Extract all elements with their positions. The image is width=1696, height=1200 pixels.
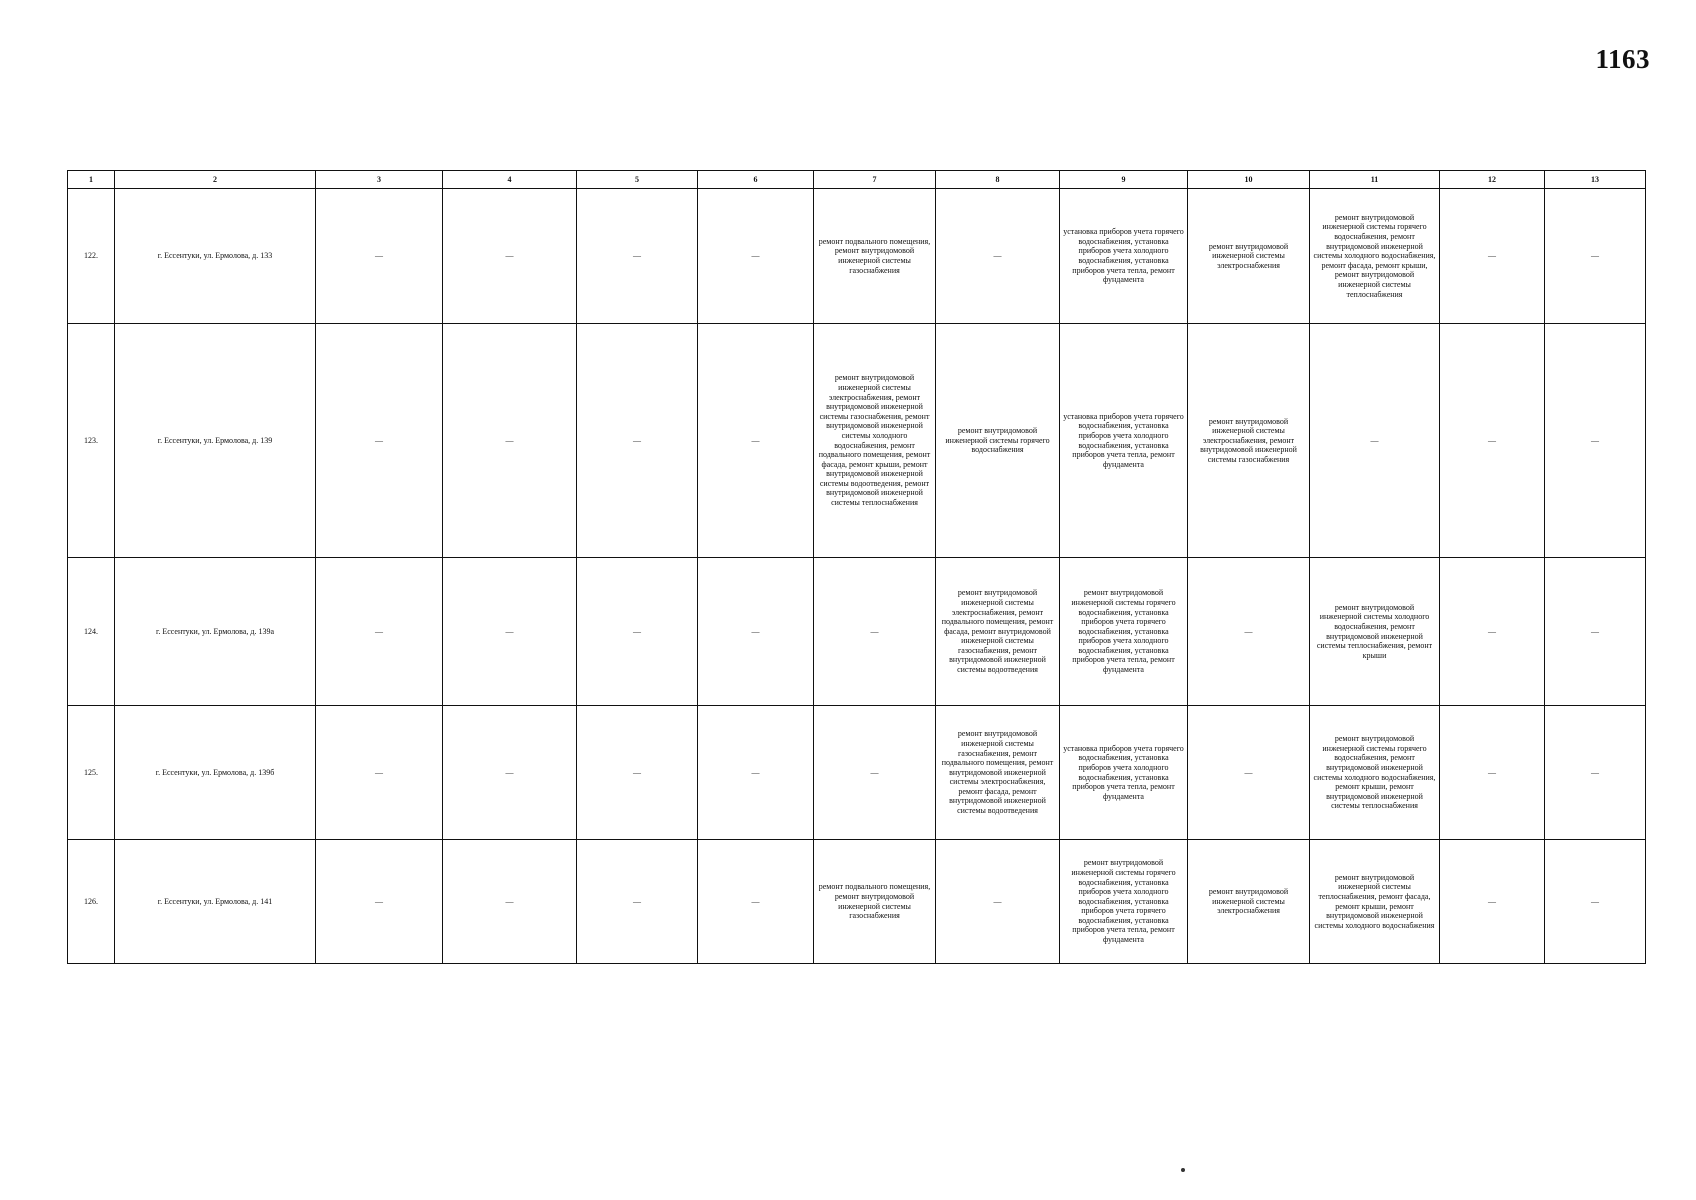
column-header: 13 xyxy=(1545,171,1646,189)
cell-col-10: — xyxy=(1188,706,1310,840)
cell-col-3: — xyxy=(316,189,443,324)
cell-col-6: — xyxy=(698,558,814,706)
cell-col-12: — xyxy=(1440,558,1545,706)
cell-col-8: ремонт внутридомовой инженерной системы газоснабжения, ремонт подвального помещения, ремонт внутридомовой инженерной системы электроснабжения, ремонт фасада, ремонт внутридомовой инженерной системы водоотведения xyxy=(936,706,1060,840)
cell-col-7: — xyxy=(814,558,936,706)
cell-col-6: — xyxy=(698,189,814,324)
column-header: 12 xyxy=(1440,171,1545,189)
cell-col-9: установка приборов учета горячего водоснабжения, установка приборов учета холодного водоснабжения, установка приборов учета тепла, ремонт фундамента xyxy=(1060,706,1188,840)
column-header: 9 xyxy=(1060,171,1188,189)
cell-col-10: — xyxy=(1188,558,1310,706)
row-number: 122. xyxy=(68,189,115,324)
cell-col-9: установка приборов учета горячего водоснабжения, установка приборов учета холодного водоснабжения, установка приборов учета тепла, ремонт фундамента xyxy=(1060,324,1188,558)
cell-col-11: — xyxy=(1310,324,1440,558)
cell-col-12: — xyxy=(1440,706,1545,840)
address-cell: г. Ессентуки, ул. Ермолова, д. 133 xyxy=(115,189,316,324)
cell-col-10: ремонт внутридомовой инженерной системы электроснабжения xyxy=(1188,189,1310,324)
cell-col-3: — xyxy=(316,840,443,964)
column-header: 6 xyxy=(698,171,814,189)
column-number-header-row xyxy=(68,171,1646,189)
page-number: 1163 xyxy=(1595,44,1650,74)
cell-col-7: ремонт подвального помещения, ремонт внутридомовой инженерной системы газоснабжения xyxy=(814,840,936,964)
column-header: 2 xyxy=(115,171,316,189)
column-header: 11 xyxy=(1310,171,1440,189)
cell-col-3: — xyxy=(316,324,443,558)
cell-col-8: — xyxy=(936,189,1060,324)
cell-col-3: — xyxy=(316,558,443,706)
cell-col-11: ремонт внутридомовой инженерной системы горячего водоснабжения, ремонт внутридомовой инженерной системы холодного водоснабжения, ремонт крыши, ремонт внутридомовой инженерной системы теплоснабжения xyxy=(1310,706,1440,840)
address-cell: г. Ессентуки, ул. Ермолова, д. 139а xyxy=(115,558,316,706)
cell-col-5: — xyxy=(577,706,698,840)
cell-col-4: — xyxy=(443,189,577,324)
cell-col-13: — xyxy=(1545,706,1646,840)
cell-col-6: — xyxy=(698,706,814,840)
row-number: 123. xyxy=(68,324,115,558)
row-number: 126. xyxy=(68,840,115,964)
cell-col-13: — xyxy=(1545,840,1646,964)
cell-col-9: установка приборов учета горячего водоснабжения, установка приборов учета холодного водоснабжения, установка приборов учета тепла, ремонт фундамента xyxy=(1060,189,1188,324)
column-header: 7 xyxy=(814,171,936,189)
cell-col-6: — xyxy=(698,324,814,558)
address-cell: г. Ессентуки, ул. Ермолова, д. 141 xyxy=(115,840,316,964)
table-row xyxy=(68,706,1646,840)
cell-col-11: ремонт внутридомовой инженерной системы холодного водоснабжения, ремонт внутридомовой инженерной системы теплоснабжения, ремонт крыши xyxy=(1310,558,1440,706)
cell-col-11: ремонт внутридомовой инженерной системы теплоснабжения, ремонт фасада, ремонт крыши, ремонт внутридомовой инженерной системы холодного водоснабжения xyxy=(1310,840,1440,964)
column-header: 10 xyxy=(1188,171,1310,189)
cell-col-8: — xyxy=(936,840,1060,964)
table-row xyxy=(68,558,1646,706)
cell-col-10: ремонт внутридомовой инженерной системы электроснабжения xyxy=(1188,840,1310,964)
cell-col-4: — xyxy=(443,324,577,558)
row-number: 125. xyxy=(68,706,115,840)
cell-col-7: ремонт внутридомовой инженерной системы электроснабжения, ремонт внутридомовой инженерной системы газоснабжения, ремонт внутридомовой инженерной системы холодного водоснабжения, ремонт подвального помещения, ремонт фасада, ремонт крыши, ремонт внутридомовой инженерной системы водоотведения, ремонт внутридомовой инженерной системы теплоснабжения xyxy=(814,324,936,558)
cell-col-5: — xyxy=(577,189,698,324)
scan-speck xyxy=(1181,1168,1185,1172)
cell-col-11: ремонт внутридомовой инженерной системы горячего водоснабжения, ремонт внутридомовой инженерной системы холодного водоснабжения, ремонт фасада, ремонт крыши, ремонт внутридомовой инженерной системы теплоснабжения xyxy=(1310,189,1440,324)
row-number: 124. xyxy=(68,558,115,706)
table-row xyxy=(68,840,1646,964)
address-cell: г. Ессентуки, ул. Ермолова, д. 139 xyxy=(115,324,316,558)
cell-col-12: — xyxy=(1440,324,1545,558)
cell-col-13: — xyxy=(1545,189,1646,324)
cell-col-8: ремонт внутридомовой инженерной системы горячего водоснабжения xyxy=(936,324,1060,558)
cell-col-4: — xyxy=(443,706,577,840)
cell-col-5: — xyxy=(577,324,698,558)
cell-col-13: — xyxy=(1545,324,1646,558)
cell-col-4: — xyxy=(443,558,577,706)
cell-col-3: — xyxy=(316,706,443,840)
cell-col-12: — xyxy=(1440,840,1545,964)
cell-col-4: — xyxy=(443,840,577,964)
cell-col-5: — xyxy=(577,840,698,964)
column-header: 8 xyxy=(936,171,1060,189)
table-row xyxy=(68,189,1646,324)
column-header: 3 xyxy=(316,171,443,189)
repair-registry-table xyxy=(67,170,1646,964)
address-cell: г. Ессентуки, ул. Ермолова, д. 139б xyxy=(115,706,316,840)
cell-col-9: ремонт внутридомовой инженерной системы горячего водоснабжения, установка приборов учета горячего водоснабжения, установка приборов учета холодного водоснабжения, установка приборов учета тепла, ремонт фундамента xyxy=(1060,558,1188,706)
table-row xyxy=(68,324,1646,558)
cell-col-13: — xyxy=(1545,558,1646,706)
cell-col-5: — xyxy=(577,558,698,706)
cell-col-7: ремонт подвального помещения, ремонт внутридомовой инженерной системы газоснабжения xyxy=(814,189,936,324)
cell-col-8: ремонт внутридомовой инженерной системы электроснабжения, ремонт подвального помещения, ремонт фасада, ремонт внутридомовой инженерной системы газоснабжения, ремонт внутридомовой инженерной системы водоотведения xyxy=(936,558,1060,706)
column-header: 1 xyxy=(68,171,115,189)
cell-col-7: — xyxy=(814,706,936,840)
cell-col-12: — xyxy=(1440,189,1545,324)
cell-col-10: ремонт внутридомовой инженерной системы электроснабжения, ремонт внутридомовой инженерной системы газоснабжения xyxy=(1188,324,1310,558)
column-header: 5 xyxy=(577,171,698,189)
column-header: 4 xyxy=(443,171,577,189)
cell-col-9: ремонт внутридомовой инженерной системы горячего водоснабжения, установка приборов учета холодного водоснабжения, установка приборов учета горячего водоснабжения, установка приборов учета тепла, ремонт фундамента xyxy=(1060,840,1188,964)
cell-col-6: — xyxy=(698,840,814,964)
